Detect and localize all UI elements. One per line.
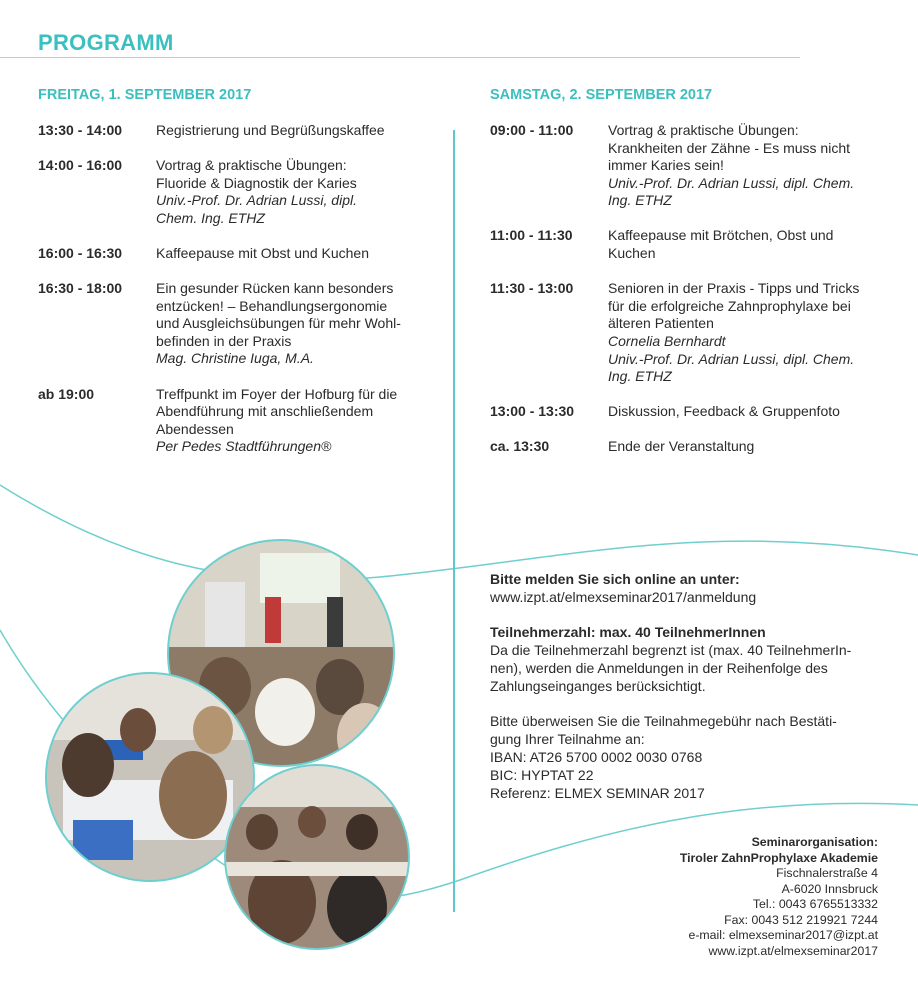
schedule-line: Registrierung und Begrüßungskaffee [156, 122, 385, 138]
schedule-description [156, 280, 418, 368]
schedule-item [490, 227, 880, 262]
schedule-time: 16:30 - 18:00 [38, 280, 123, 297]
schedule-line: Abendessen [156, 420, 234, 437]
schedule-item [38, 386, 418, 456]
column-divider [453, 130, 455, 912]
organizer-block [680, 835, 878, 959]
registration-block [490, 570, 880, 802]
page-title: PROGRAMM [38, 30, 174, 55]
limit-line: Zahlungseinganges berücksichtigt. [490, 678, 706, 694]
organizer-email[interactable]: e-mail: elmexseminar2017@izpt.at [688, 928, 878, 942]
schedule-friday [38, 122, 418, 473]
schedule-description [608, 438, 880, 456]
organizer-label: Seminarorganisation: [751, 835, 878, 849]
schedule-line: Vortrag & praktische Übungen: [156, 157, 347, 174]
schedule-speaker: Cornelia Bernhardt [608, 332, 726, 349]
organizer-name: Tiroler ZahnProphylaxe Akademie [679, 850, 878, 865]
schedule-item [38, 245, 418, 263]
schedule-line: Senioren in der Praxis - Tipps und Tricks [608, 280, 860, 297]
schedule-description [156, 245, 418, 263]
schedule-line: entzücken! – Behandlungsergonomie [156, 297, 388, 314]
schedule-line: älteren Patienten [608, 315, 714, 332]
schedule-description [608, 403, 880, 421]
organizer-fax: Fax: 0043 512 219921 7244 [724, 912, 878, 927]
schedule-line: Abendführung mit anschließendem [156, 403, 374, 420]
schedule-time: 13:00 - 13:30 [490, 403, 575, 420]
schedule-item [38, 122, 418, 140]
limit-heading: Teilnehmerzahl: max. 40 TeilnehmerInnen [490, 624, 766, 640]
schedule-line: befinden in der Praxis [156, 332, 292, 349]
schedule-item [38, 280, 418, 368]
schedule-item [38, 157, 418, 227]
schedule-line: Krankheiten der Zähne - Es muss nicht [608, 139, 851, 156]
schedule-time: 09:00 - 11:00 [490, 122, 574, 138]
schedule-description [156, 122, 418, 140]
organizer-website[interactable]: www.izpt.at/elmexseminar2017 [708, 943, 878, 958]
schedule-speaker: Chem. Ing. ETHZ [156, 209, 265, 226]
schedule-description [156, 157, 418, 227]
schedule-item [490, 122, 880, 210]
schedule-description [608, 227, 880, 262]
schedule-time: 11:00 - 11:30 [490, 227, 573, 244]
payment-reference: Referenz: ELMEX SEMINAR 2017 [490, 785, 705, 801]
limit-line: nen), werden die Anmeldungen in der Reihenfolge des [490, 660, 828, 676]
schedule-saturday [490, 122, 880, 473]
payment-line: Bitte überweisen Sie die Teilnahmegebühr nach Bestäti- [490, 713, 837, 729]
schedule-speaker: Univ.-Prof. Dr. Adrian Lussi, dipl. Chem. [608, 350, 855, 367]
schedule-time: 11:30 - 13:00 [490, 280, 574, 297]
schedule-line: Kuchen [608, 245, 656, 262]
schedule-speaker: Univ.-Prof. Dr. Adrian Lussi, dipl. Chem. [608, 174, 855, 191]
schedule-time: 16:00 - 16:30 [38, 244, 123, 261]
schedule-line: Treffpunkt im Foyer der Hofburg für die [156, 385, 398, 402]
schedule-time: ca. 13:30 [490, 438, 550, 455]
payment-iban: IBAN: AT26 5700 0002 0030 0768 [490, 749, 703, 765]
schedule-speaker: Univ.-Prof. Dr. Adrian Lussi, dipl. [156, 192, 357, 209]
limit-line: Da die Teilnehmerzahl begrenzt ist (max. 40 TeilnehmerIn- [490, 642, 852, 658]
organizer-phone: Tel.: 0043 6765513332 [752, 897, 878, 911]
schedule-line: für die erfolgreiche Zahnprophylaxe bei [608, 297, 851, 314]
schedule-line: Fluoride & Diagnostik der Karies [156, 174, 357, 191]
schedule-description [156, 386, 418, 456]
schedule-line: Kaffeepause mit Brötchen, Obst und [608, 227, 834, 244]
schedule-item [490, 438, 880, 456]
title-rule [0, 57, 800, 58]
day-heading-friday: FREITAG, 1. SEPTEMBER 2017 [38, 87, 252, 103]
schedule-time: 13:30 - 14:00 [38, 122, 123, 138]
registration-url[interactable]: www.izpt.at/elmexseminar2017/anmeldung [490, 589, 757, 605]
organizer-city: A-6020 Innsbruck [781, 881, 878, 896]
schedule-item [490, 403, 880, 421]
schedule-line: Diskussion, Feedback & Gruppenfoto [608, 403, 840, 420]
schedule-line: immer Karies sein! [608, 157, 724, 174]
schedule-item [490, 280, 880, 386]
schedule-description [608, 280, 880, 386]
schedule-time: ab 19:00 [38, 385, 95, 402]
schedule-line: und Ausgleichsübungen für mehr Wohl- [156, 315, 401, 332]
schedule-line: Ende der Veranstaltung [608, 438, 755, 455]
day-heading-saturday: SAMSTAG, 2. SEPTEMBER 2017 [490, 87, 713, 103]
schedule-speaker: Per Pedes Stadtführungen® [156, 438, 332, 455]
payment-bic: BIC: HYPTAT 22 [490, 767, 594, 783]
schedule-line: Kaffeepause mit Obst und Kuchen [156, 244, 369, 261]
schedule-line: Ein gesunder Rücken kann besonders [156, 280, 394, 297]
photo-audience [222, 762, 412, 952]
registration-heading: Bitte melden Sie sich online an unter: [490, 571, 740, 587]
payment-line: gung Ihrer Teilnahme an: [490, 731, 645, 747]
organizer-street: Fischnalerstraße 4 [776, 866, 878, 880]
schedule-description [608, 122, 880, 210]
schedule-speaker: Ing. ETHZ [608, 192, 672, 209]
schedule-speaker: Mag. Christine Iuga, M.A. [156, 350, 314, 367]
schedule-line: Vortrag & praktische Übungen: [608, 122, 799, 138]
schedule-speaker: Ing. ETHZ [608, 368, 672, 385]
schedule-time: 14:00 - 16:00 [38, 157, 123, 174]
